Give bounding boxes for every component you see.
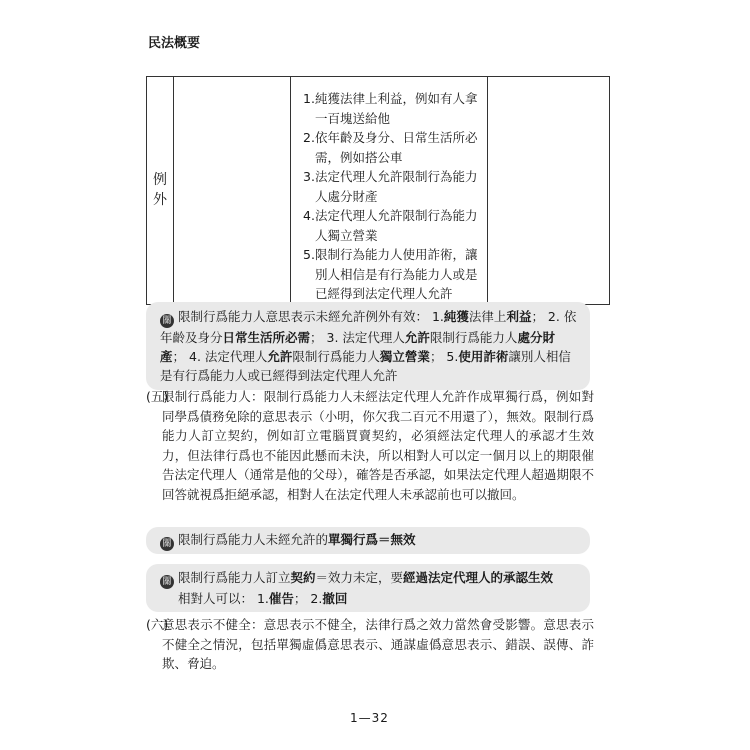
key-point-badge-icon: 關: [160, 314, 174, 328]
row-label-char-2: 外: [153, 192, 167, 209]
key-point-note-3: 關 限制行爲能力人訂立契約＝效力未定，要經過法定代理人的承認生效 相對人可以： 1.催告； 2.撤回: [146, 564, 590, 612]
list-item: 2. 依年齡及身分、日常生活所必需，例如搭公車: [303, 130, 478, 165]
row-label-cell: [147, 77, 174, 305]
list-item: 1. 純獲法律上利益，例如有人拿一百塊送給他: [303, 91, 478, 126]
key-point-badge-icon: 關: [160, 537, 174, 551]
paragraph-limited-capacity: [146, 387, 594, 504]
paragraph-defective-intent: [146, 615, 594, 674]
key-point-badge-icon: 關: [160, 575, 174, 589]
exception-list-cell: [291, 77, 488, 305]
paragraph-text: 限制行爲能力人：限制行爲能力人未經法定代理人允許作成單獨行爲，例如對同學爲債務免除的意思表示（小明，你欠我二百元不用還了），無效。限制行爲能力人訂立契約，例如訂立電腦買賣契約，必須經法定代理人的承認才生效力，但法律行爲也不能因此懸而未決，所以相對人可以定一個月以上的期限催告法定代理人（通常是他的父母），確答是否承認，如果法定代理人超過期限不回答就視爲拒絕承認，相對人在法定代理人未承認前也可以撤回。: [162, 389, 594, 502]
list-item: 4. 法定代理人允許限制行為能力人獨立營業: [303, 208, 478, 243]
list-item: 5. 限制行為能力人使用詐術，讓別人相信是有行為能力人或是已經得到法定代理人允許: [303, 247, 478, 301]
row-label-char-1: 例: [153, 172, 167, 189]
page-number: 1—32: [350, 711, 389, 725]
exception-list: [291, 89, 487, 304]
exceptions-table: [146, 76, 610, 305]
key-point-note-1: 關 限制行爲能力人意思表示未經允許例外有效： 1.純獲法律上利益； 2. 依年齡及身分日常生活所必需； 3. 法定代理人允許限制行爲能力人處分財產； 4. 法定代理人允許限制行爲能力人獨立營業； 5.使用詐術讓別人相信是有行爲能力人或已經得到法定代理人允許: [146, 302, 590, 390]
paragraph-number: (五): [146, 389, 169, 404]
key-point-note-2: 關 限制行爲能力人未經允許的單獨行爲＝無效: [146, 527, 590, 554]
empty-cell: [488, 77, 610, 305]
list-item: 3. 法定代理人允許限制行為能力人處分財產: [303, 169, 478, 204]
running-header: 民法概要: [148, 36, 201, 51]
empty-cell: [174, 77, 291, 305]
paragraph-text: 意思表示不健全：意思表示不健全，法律行爲之效力當然會受影響。意思表示不健全之情況，包括單獨虛僞意思表示、通謀虛僞意思表示、錯誤、誤傳、詐欺、脅迫。: [162, 617, 594, 671]
paragraph-number: (六): [146, 617, 169, 632]
